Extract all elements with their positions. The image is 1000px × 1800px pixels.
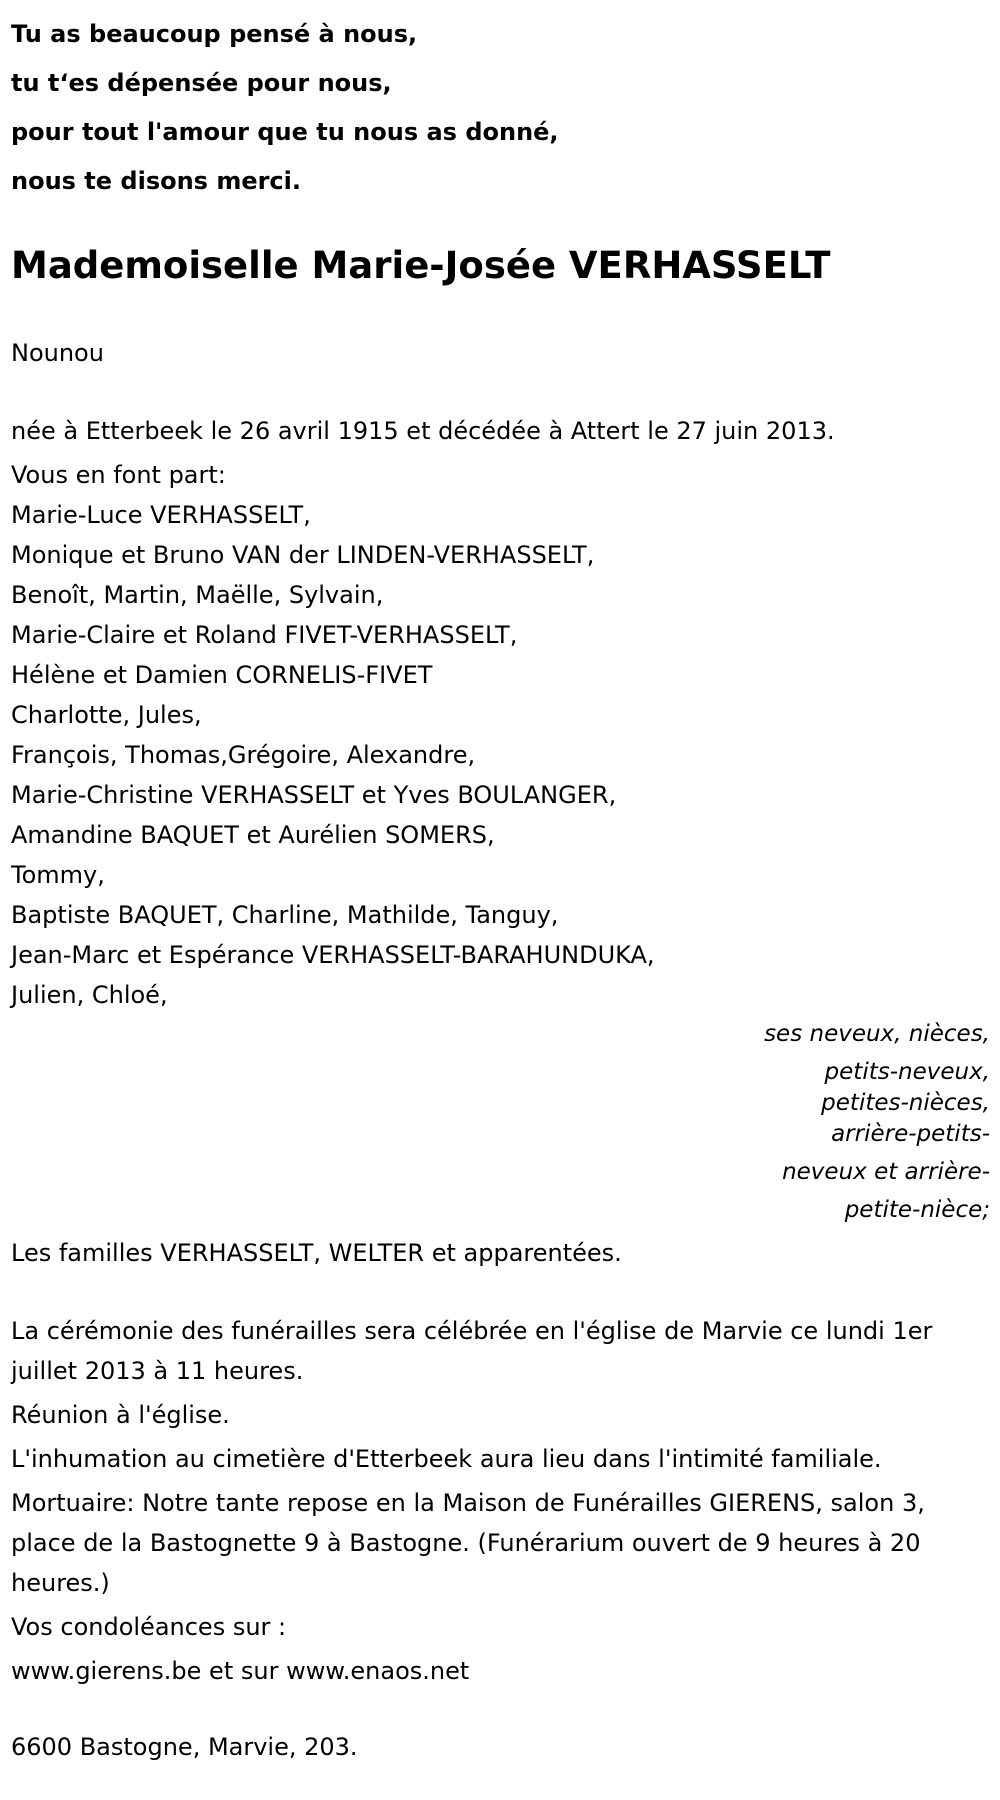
relation-line: petite-nièce;: [844, 1197, 990, 1223]
family-line: Hélène et Damien CORNELIS-FIVET: [11, 661, 433, 689]
mortuary-info: Mortuaire: Notre tante repose en la Maison de Funérailles GIERENS, salon 3, place de la Bastognette 9 à Bastogne. (Funérarium ouvert de 9 heures à 20 heures.): [11, 1489, 925, 1597]
nickname: Nounou: [11, 339, 104, 367]
relation-line: petites-nièces,: [821, 1090, 990, 1116]
family-line: François, Thomas,Grégoire, Alexandre,: [11, 741, 476, 769]
family-line: Julien, Chloé,: [11, 981, 168, 1009]
ceremony-info: La cérémonie des funérailles sera célébrée en l'église de Marvie ce lundi 1er juillet 2013 à 11 heures.: [11, 1317, 933, 1385]
relation-line: ses neveux, nièces,: [764, 1021, 990, 1047]
family-line: Marie-Luce VERHASSELT,: [11, 501, 311, 529]
family-line: Amandine BAQUET et Aurélien SOMERS,: [11, 821, 495, 849]
condolences-websites: www.gierens.be et sur www.enaos.net: [11, 1657, 470, 1685]
family-list: [11, 495, 991, 1015]
relation-line: neveux et arrière-: [782, 1159, 990, 1185]
family-line: Benoît, Martin, Maëlle, Sylvain,: [11, 581, 384, 609]
announcement-intro: Vous en font part:: [11, 461, 226, 489]
burial-info: L'inhumation au cimetière d'Etterbeek aura lieu dans l'intimité familiale.: [11, 1445, 882, 1473]
birth-death-line: née à Etterbeek le 26 avril 1915 et décédée à Attert le 27 juin 2013.: [11, 417, 835, 445]
family-line: Marie-Christine VERHASSELT et Yves BOULANGER,: [11, 781, 617, 809]
poem: [11, 0, 991, 206]
relation-line: petits-neveux,: [824, 1059, 990, 1085]
reunion-info: Réunion à l'église.: [11, 1401, 230, 1429]
family-line: Baptiste BAQUET, Charline, Mathilde, Tanguy,: [11, 901, 559, 929]
obituary-document: [11, 0, 991, 1767]
family-line: Tommy,: [11, 861, 105, 889]
family-line: Monique et Bruno VAN der LINDEN-VERHASSELT,: [11, 541, 595, 569]
families-line: Les familles VERHASSELT, WELTER et apparentées.: [11, 1239, 622, 1267]
poem-line: tu t‘es dépensée pour nous,: [11, 69, 392, 97]
deceased-name-title: Mademoiselle Marie-Josée VERHASSELT: [11, 244, 831, 287]
poem-line: nous te disons merci.: [11, 167, 302, 195]
poem-line: pour tout l'amour que tu nous as donné,: [11, 118, 559, 146]
family-line: Marie-Claire et Roland FIVET-VERHASSELT,: [11, 621, 518, 649]
relation-description: [11, 1015, 990, 1229]
poem-line: Tu as beaucoup pensé à nous,: [11, 20, 418, 48]
relation-line: arrière-petits-: [831, 1121, 990, 1147]
family-line: Charlotte, Jules,: [11, 701, 202, 729]
condolences-label: Vos condoléances sur :: [11, 1613, 287, 1641]
address: 6600 Bastogne, Marvie, 203.: [11, 1733, 358, 1761]
family-line: Jean-Marc et Espérance VERHASSELT-BARAHUNDUKA,: [11, 941, 655, 969]
